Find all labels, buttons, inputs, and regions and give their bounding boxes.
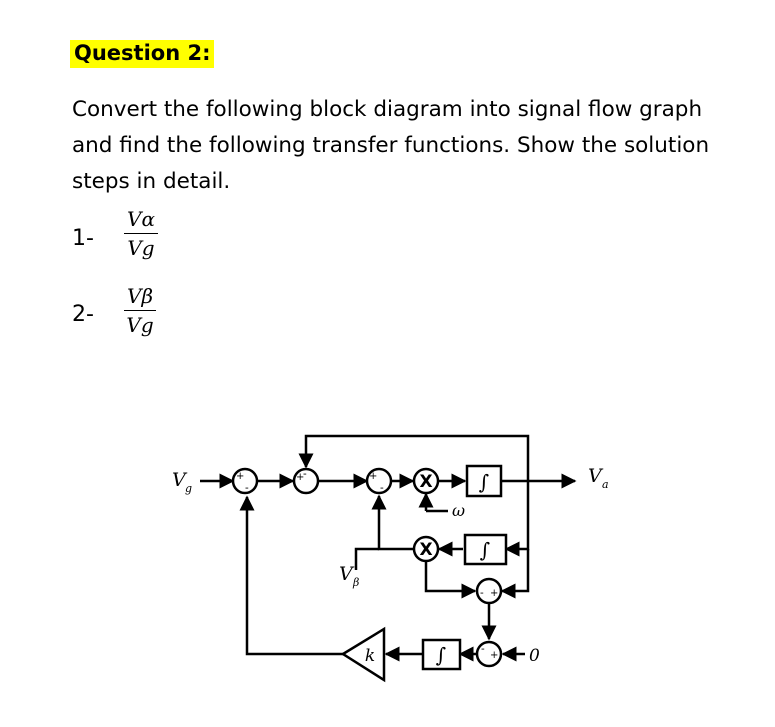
sj1-minus: - bbox=[245, 481, 249, 494]
sj4-minus: - bbox=[480, 586, 484, 599]
summing-junction-4 bbox=[477, 579, 501, 603]
output-label: V bbox=[588, 465, 602, 487]
multiplier-2-symbol: X bbox=[419, 540, 433, 560]
item-number-2: 2- bbox=[72, 302, 94, 327]
integrator-3-symbol: ∫ bbox=[435, 643, 447, 667]
multiplier-2 bbox=[414, 537, 438, 561]
integrator-1 bbox=[467, 466, 501, 496]
sj2-minus: - bbox=[303, 467, 307, 480]
input-subscript: g bbox=[185, 482, 193, 495]
gain-label: k bbox=[364, 646, 376, 666]
output-subscript: a bbox=[602, 478, 609, 491]
sj3-plus: + bbox=[369, 471, 378, 482]
integrator-2-symbol: ∫ bbox=[479, 538, 491, 562]
integrator-1-symbol: ∫ bbox=[478, 470, 490, 494]
sj5-minus: - bbox=[481, 642, 485, 655]
item-number-1: 1- bbox=[72, 226, 94, 251]
question-heading: Question 2: bbox=[70, 40, 214, 68]
sj3-minus: - bbox=[380, 481, 384, 494]
gain-block-k bbox=[343, 629, 384, 680]
fraction-1-numerator: Vα bbox=[124, 208, 158, 234]
fraction-2-numerator: Vβ bbox=[124, 285, 156, 311]
integrator-2 bbox=[465, 535, 506, 564]
sj1-plus: + bbox=[236, 471, 245, 482]
summing-junction-5 bbox=[477, 642, 501, 666]
fraction-2-denominator: Vg bbox=[126, 313, 154, 337]
sj5-plus: + bbox=[490, 650, 499, 661]
question-instruction: Convert the following block diagram into signal flow graph and find the following transfer functions. Show the solution steps in detail. bbox=[72, 97, 710, 194]
fraction-1-denominator: Vg bbox=[127, 236, 155, 260]
multiplier-1 bbox=[414, 469, 438, 493]
beta-label: V bbox=[339, 563, 353, 585]
sj4-plus: + bbox=[490, 588, 499, 599]
omega-label: ω bbox=[452, 501, 466, 520]
summing-junction-1 bbox=[233, 469, 257, 494]
zero-input-label: 0 bbox=[529, 646, 540, 666]
integrator-3 bbox=[423, 640, 460, 669]
beta-subscript: β bbox=[353, 576, 360, 589]
input-label: V bbox=[172, 469, 186, 491]
diagram-wires bbox=[200, 436, 575, 654]
multiplier-1-symbol: X bbox=[419, 472, 433, 492]
summing-junction-2 bbox=[294, 467, 318, 493]
summing-junction-3 bbox=[367, 469, 391, 494]
sj2-plus: + bbox=[296, 472, 305, 483]
